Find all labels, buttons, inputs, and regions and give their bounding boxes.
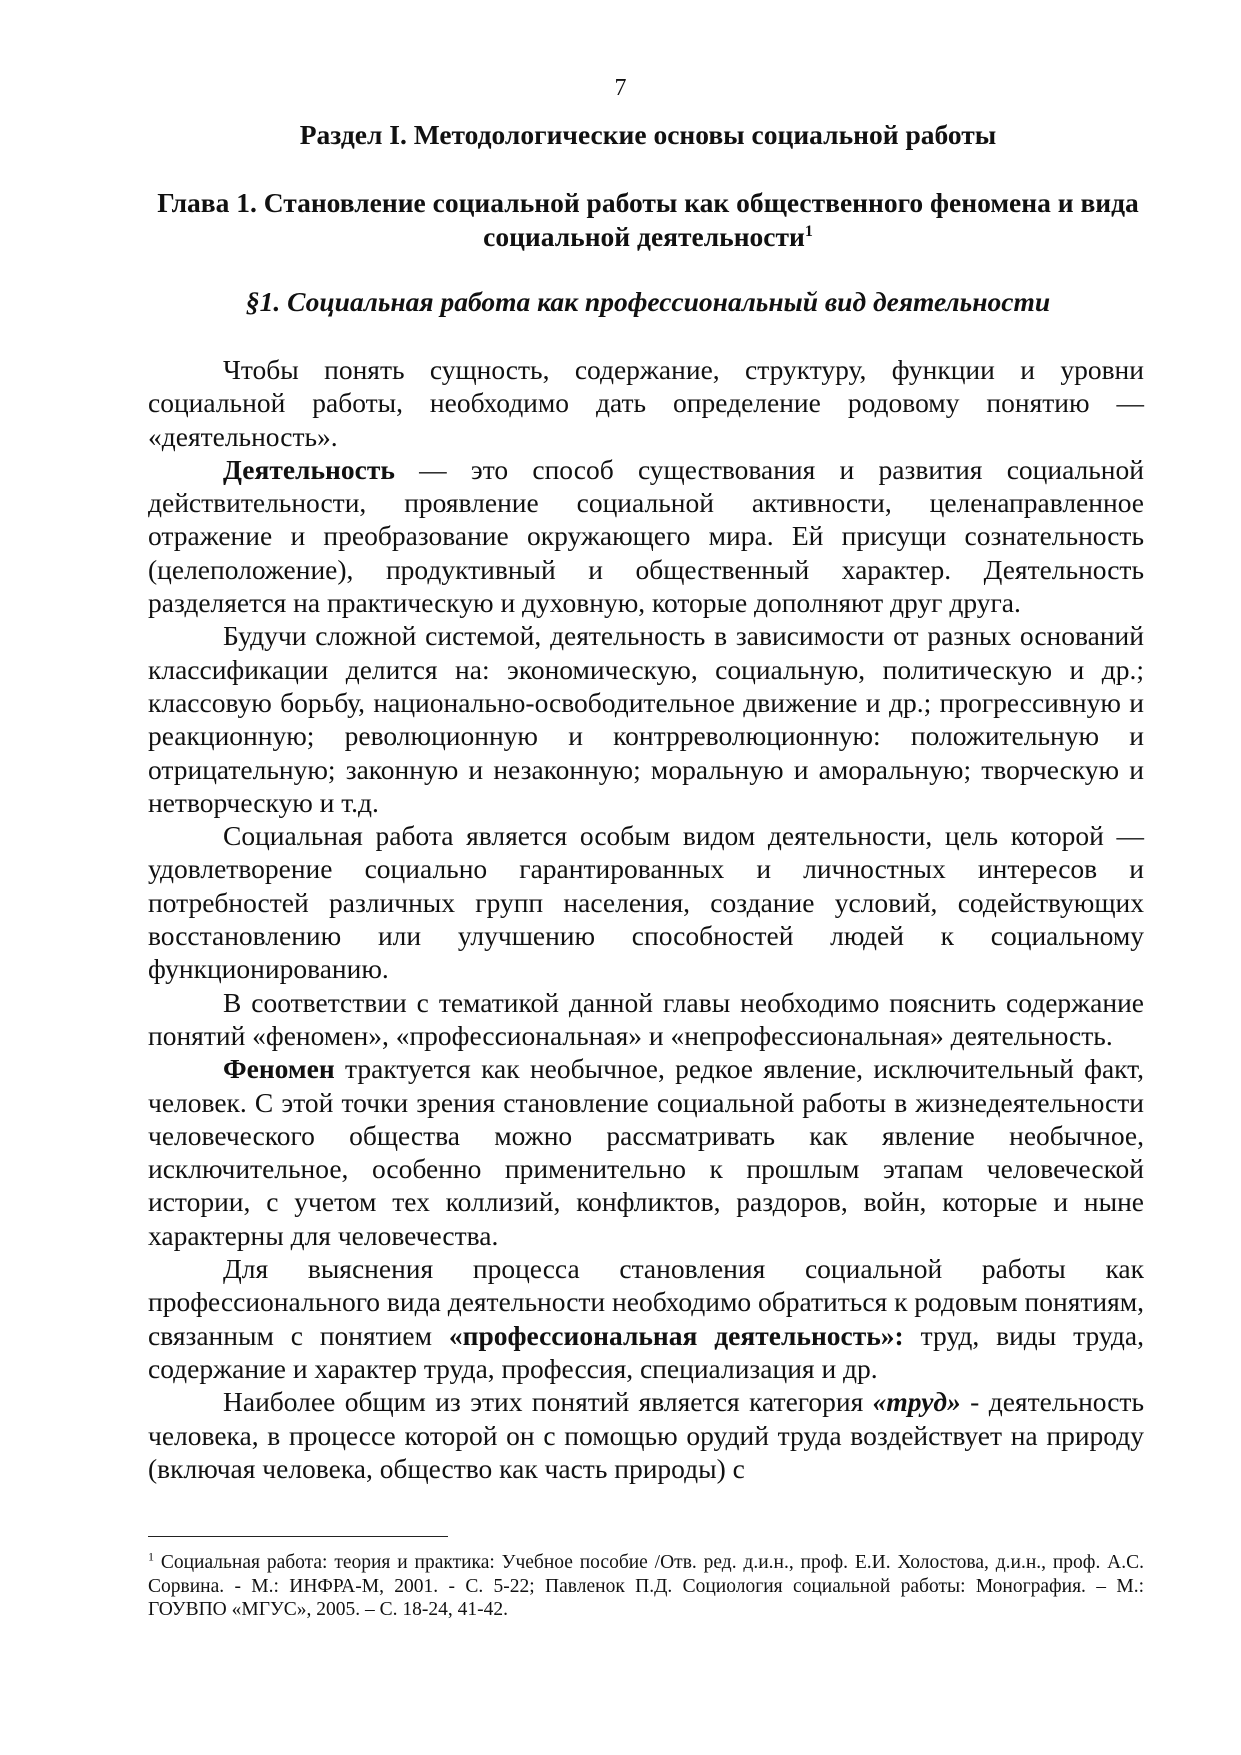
footnote-marker: 1 xyxy=(148,1549,154,1564)
paragraph-5 xyxy=(148,986,1144,1053)
paragraph-3 xyxy=(148,619,1144,819)
paragraph-text: трактуется как необычное, редкое явление, исключительный факт, человек. С этой точки зрения становление социальной работы в жизнедеятельности человеческого общества можно рассматривать как явление необычное, исключительное, особенно применительно к прошлым этапам человеческой истории, с учетом тех коллизий, конфликтов, раздоров, войн, которые и ныне характерны для человечества. xyxy=(148,1053,1144,1251)
chapter-title xyxy=(148,186,1148,254)
term-labor: «труд» xyxy=(872,1386,961,1418)
paragraph-text: Будучи сложной системой, деятельность в зависимости от разных оснований классификации делится на: экономическую, социальную, политическую и др.; классовую борьбу, национально-освободительное движение и др.; прогрессивную и реакционную; революционную и контрреволюционную: положительную и отрицательную; законную и незаконную; моральную и аморальную; творческую и нетворческую и т.д. xyxy=(148,620,1144,818)
paragraph-text: - деятельность человека, в процессе которой он с помощью орудий труда воздействует на природу (включая человека, общество как часть природы) с xyxy=(148,1386,1144,1484)
chapter-title-text: Глава 1. Становление социальной работы как общественного феномена и вида социальной деятельности xyxy=(157,187,1139,252)
paragraph-title: §1. Социальная работа как профессиональный вид деятельности xyxy=(245,286,1051,317)
paragraph-text: Наиболее общим из этих понятий является категория xyxy=(223,1386,873,1418)
paragraph-2 xyxy=(148,453,1144,619)
term-phenomenon: Феномен xyxy=(223,1053,335,1085)
paragraph-6 xyxy=(148,1052,1144,1252)
section-title: Раздел I. Методологические основы социальной работы xyxy=(299,119,997,150)
footnote-reference[interactable]: 1 xyxy=(804,222,813,240)
paragraph-text: В соответствии с тематикой данной главы необходимо пояснить содержание понятий «феномен», «профессиональная» и «непрофессиональная» деятельность. xyxy=(148,986,1144,1051)
paragraph-text: труд, виды труда, содержание и характер труда, профессия, специализация и др. xyxy=(148,1319,1144,1384)
paragraph-text: Для выяснения процесса становления социальной работы как профессионального вида деятельности необходимо обратиться к родовым понятиям, связанным с понятием xyxy=(148,1253,1144,1351)
footnote-divider xyxy=(148,1536,448,1537)
footnote xyxy=(148,1551,1144,1622)
footnote-text: Социальная работа: теория и практика: Учебное пособие /Отв. ред. д.и.н., проф. Е.И. Холостова, д.и.н., проф. А.С. Сорвина. - М.: ИНФРА-М, 2001. - С. 5-22; Павленок П.Д. Социология социальной работы: Монография. – М.: ГОУВПО «МГУС», 2005. – С. 18-24, 41-42. xyxy=(148,1552,1144,1620)
paragraph-7 xyxy=(148,1252,1144,1385)
paragraph-8 xyxy=(148,1385,1144,1485)
term-professional-activity: «профессиональная деятельность»: xyxy=(448,1319,904,1351)
paragraph-1 xyxy=(148,353,1144,453)
paragraph-text: Чтобы понять сущность, содержание, структуру, функции и уровни социальной работы, необходимо дать определение родовому понятию — «деятельность». xyxy=(148,354,1144,452)
page-number: 7 xyxy=(614,75,627,101)
term-activity: Деятельность xyxy=(223,453,395,485)
paragraph-text: — это способ существования и развития социальной действительности, проявление социальной активности, целенаправленное отражение и преобразование окружающего мира. Ей присущи сознательность (целеположение), продуктивный и общественный характер. Деятельность разделяется на практическую и духовную, которые дополняют друг друга. xyxy=(148,453,1144,619)
paragraph-text: Социальная работа является особым видом деятельности, цель которой — удовлетворение социально гарантированных и личностных интересов и потребностей различных групп населения, создание условий, содействующих восстановлению или улучшению способностей людей к социальному функционированию. xyxy=(148,820,1144,985)
paragraph-4 xyxy=(148,819,1144,985)
body-text xyxy=(148,353,1144,1485)
